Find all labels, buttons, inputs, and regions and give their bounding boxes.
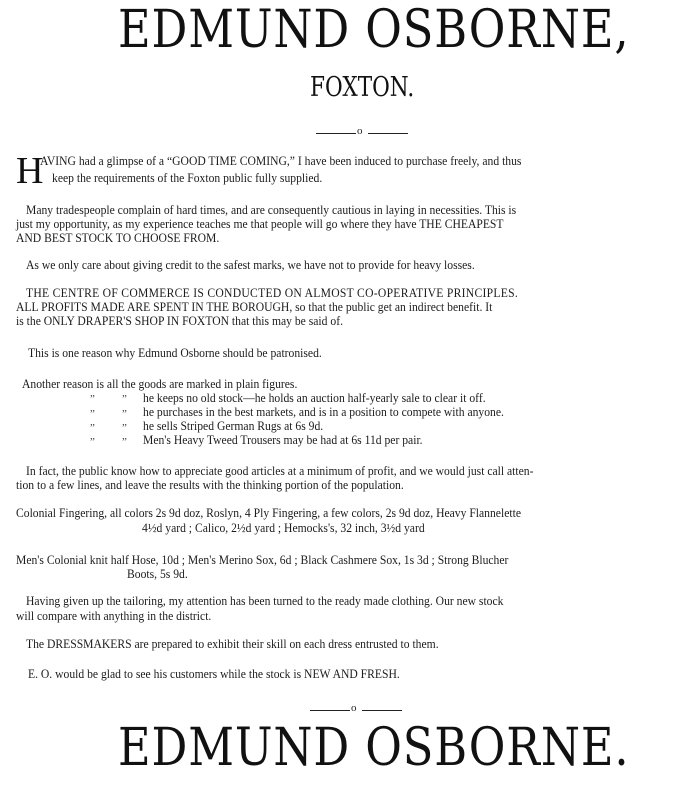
ditto-mark-1a: ” bbox=[90, 393, 95, 405]
paragraph9-line1: Having given up the tailoring, my attention has been turned to the ready made clothing. Our new stock bbox=[26, 594, 504, 608]
paragraph4-line1: THE CENTRE OF COMMERCE IS CONDUCTED ON ALMOST CO-OPERATIVE PRINCIPLES. bbox=[26, 286, 519, 300]
ditto-mark-4a: ” bbox=[90, 436, 95, 448]
footer-ornament: o bbox=[351, 702, 357, 714]
reasons-lead: Another reason is all the goods are marked in plain figures. bbox=[22, 377, 298, 391]
ditto-mark-2b: ” bbox=[122, 408, 127, 420]
reason-item-4: Men's Heavy Tweed Trousers may be had at 6s 11d per pair. bbox=[143, 433, 423, 447]
footer-rule-left bbox=[310, 710, 350, 711]
paragraph8-line2: Boots, 5s 9d. bbox=[127, 567, 188, 581]
footer-rule-right bbox=[362, 710, 402, 711]
paragraph3: As we only care about giving credit to the safest marks, we have not to provide for heavy losses. bbox=[26, 258, 475, 272]
paragraph2-line3: AND BEST STOCK TO CHOOSE FROM. bbox=[16, 231, 220, 245]
paragraph4-line3: is the ONLY DRAPER'S SHOP IN FOXTON that this may be said of. bbox=[16, 314, 343, 328]
paragraph7-line1: Colonial Fingering, all colors 2s 9d doz, Roslyn, 4 Ply Fingering, a few colors, 2s 9d doz, Heavy Flannelette bbox=[16, 506, 521, 520]
header-place: FOXTON. bbox=[310, 72, 415, 103]
paragraph2-line1: Many tradespeople complain of hard times, and are consequently cautious in laying in necessities. This is bbox=[26, 203, 517, 217]
paragraph6-line2: tion to a few lines, and leave the results with the thinking portion of the population. bbox=[16, 478, 404, 492]
separator-rule-left bbox=[316, 133, 356, 134]
ditto-mark-4b: ” bbox=[122, 436, 127, 448]
reason-item-1: he keeps no old stock—he holds an auction half-yearly sale to clear it off. bbox=[143, 391, 486, 405]
ditto-mark-1b: ” bbox=[122, 393, 127, 405]
drop-cap: H bbox=[16, 150, 44, 192]
paragraph10: The DRESSMAKERS are prepared to exhibit their skill on each dress entrusted to them. bbox=[26, 637, 439, 651]
paragraph2-line2: just my opportunity, as my experience teaches me that people will go where they have THE CHEAPEST bbox=[16, 217, 504, 231]
reason-item-2: he purchases in the best markets, and is in a position to compete with anyone. bbox=[143, 405, 504, 419]
paragraph1-line2: keep the requirements of the Foxton public fully supplied. bbox=[52, 171, 323, 185]
paragraph5: This is one reason why Edmund Osborne should be patronised. bbox=[28, 346, 322, 360]
separator-rule-right bbox=[368, 133, 408, 134]
separator-ornament: o bbox=[357, 125, 363, 137]
ditto-mark-3b: ” bbox=[122, 422, 127, 434]
reason-item-3: he sells Striped German Rugs at 6s 9d. bbox=[143, 419, 324, 433]
paragraph1-line1: AVING had a glimpse of a “GOOD TIME COMING,” I have been induced to purchase freely, and thus bbox=[40, 154, 522, 168]
paragraph7-line2: 4½d yard ; Calico, 2½d yard ; Hemocks's, 32 inch, 3½d yard bbox=[142, 521, 425, 535]
ditto-mark-2a: ” bbox=[90, 408, 95, 420]
paragraph4-line2: ALL PROFITS MADE ARE SPENT IN THE BOROUGH, so that the public get an indirect benefit. It bbox=[16, 300, 493, 314]
paragraph9-line2: will compare with anything in the district. bbox=[16, 609, 212, 623]
header-name: EDMUND OSBORNE, bbox=[118, 0, 630, 60]
ditto-mark-3a: ” bbox=[90, 422, 95, 434]
paragraph8-line1: Men's Colonial knit half Hose, 10d ; Men's Merino Sox, 6d ; Black Cashmere Sox, 1s 3d ; Strong Blucher bbox=[16, 553, 509, 567]
paragraph6-line1: In fact, the public know how to appreciate good articles at a minimum of profit, and we would just call atten- bbox=[26, 464, 534, 478]
footer-name: EDMUND OSBORNE. bbox=[118, 718, 630, 778]
paragraph11: E. O. would be glad to see his customers while the stock is NEW AND FRESH. bbox=[28, 667, 400, 681]
